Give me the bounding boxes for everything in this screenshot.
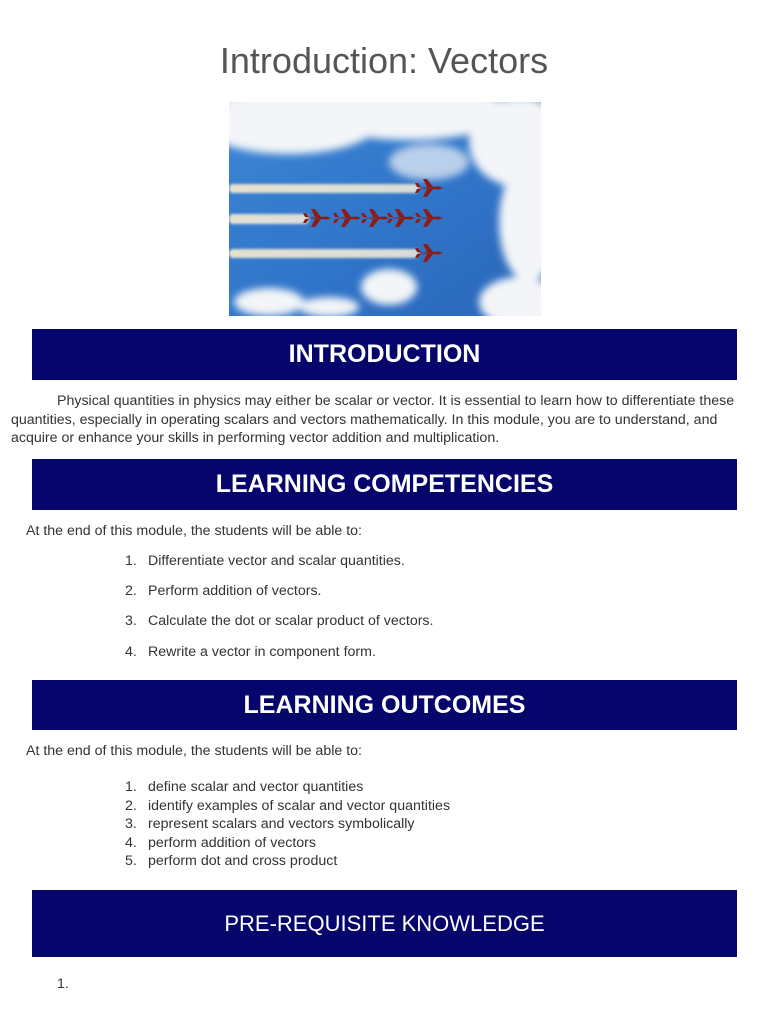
list-item (125, 779, 450, 798)
competencies-lead: At the end of this module, the students will be able to: (26, 523, 362, 539)
prerequisite-heading-text: PRE-REQUISITE KNOWLEDGE (224, 910, 545, 936)
introduction-paragraph: Physical quantities in physics may either be scalar or vector. It is essential to learn how to differentiate these quantities, especially in operating scalars and vectors mathematically. In this module, you are to understand, and acquire or enhance your skills in performing vector addition and multiplication. (11, 393, 735, 446)
list-item-number: 1. (125, 553, 137, 569)
list-item-number: 4. (125, 644, 137, 660)
list-item-text: identify examples of scalar and vector quantities (148, 797, 451, 814)
outcomes-lead: At the end of this module, the students will be able to: (26, 743, 362, 759)
list-item-text: perform addition of vectors (148, 834, 316, 851)
list-item (125, 553, 433, 583)
introduction-heading-text: INTRODUCTION (288, 340, 481, 368)
prerequisite-list-number: 1. (57, 976, 69, 992)
list-item (125, 816, 450, 835)
introduction-heading (32, 329, 737, 380)
list-item-number: 5. (125, 853, 137, 870)
list-item-text: represent scalars and vectors symbolically (148, 816, 415, 833)
list-item-text: define scalar and vector quantities (148, 779, 364, 795)
list-item-number: 2. (125, 583, 137, 599)
list-item-number: 3. (125, 613, 137, 629)
list-item-number: 2. (125, 797, 137, 814)
outcomes-heading-text: LEARNING OUTCOMES (243, 690, 526, 719)
hero-image (229, 102, 541, 316)
list-item-text: Rewrite a vector in component form. (148, 644, 376, 660)
list-item (125, 835, 450, 854)
list-item-text: perform dot and cross product (148, 853, 338, 870)
competencies-list (125, 553, 433, 674)
list-item-text: Differentiate vector and scalar quantities. (148, 553, 405, 569)
outcomes-list (125, 779, 450, 872)
list-item (125, 644, 433, 674)
competencies-heading (32, 459, 737, 510)
outcomes-heading (32, 680, 737, 730)
list-item-text: Calculate the dot or scalar product of vectors. (148, 613, 434, 629)
page-title: Introduction: Vectors (219, 40, 549, 81)
list-item (125, 853, 450, 872)
list-item (125, 583, 433, 613)
competencies-heading-text: LEARNING COMPETENCIES (215, 470, 554, 498)
list-item-number: 3. (125, 816, 137, 833)
list-item-number: 1. (125, 779, 137, 795)
list-item (125, 798, 450, 817)
list-item-text: Perform addition of vectors. (148, 583, 322, 599)
list-item (125, 613, 433, 644)
prerequisite-heading (32, 890, 737, 957)
list-item-number: 4. (125, 834, 137, 851)
